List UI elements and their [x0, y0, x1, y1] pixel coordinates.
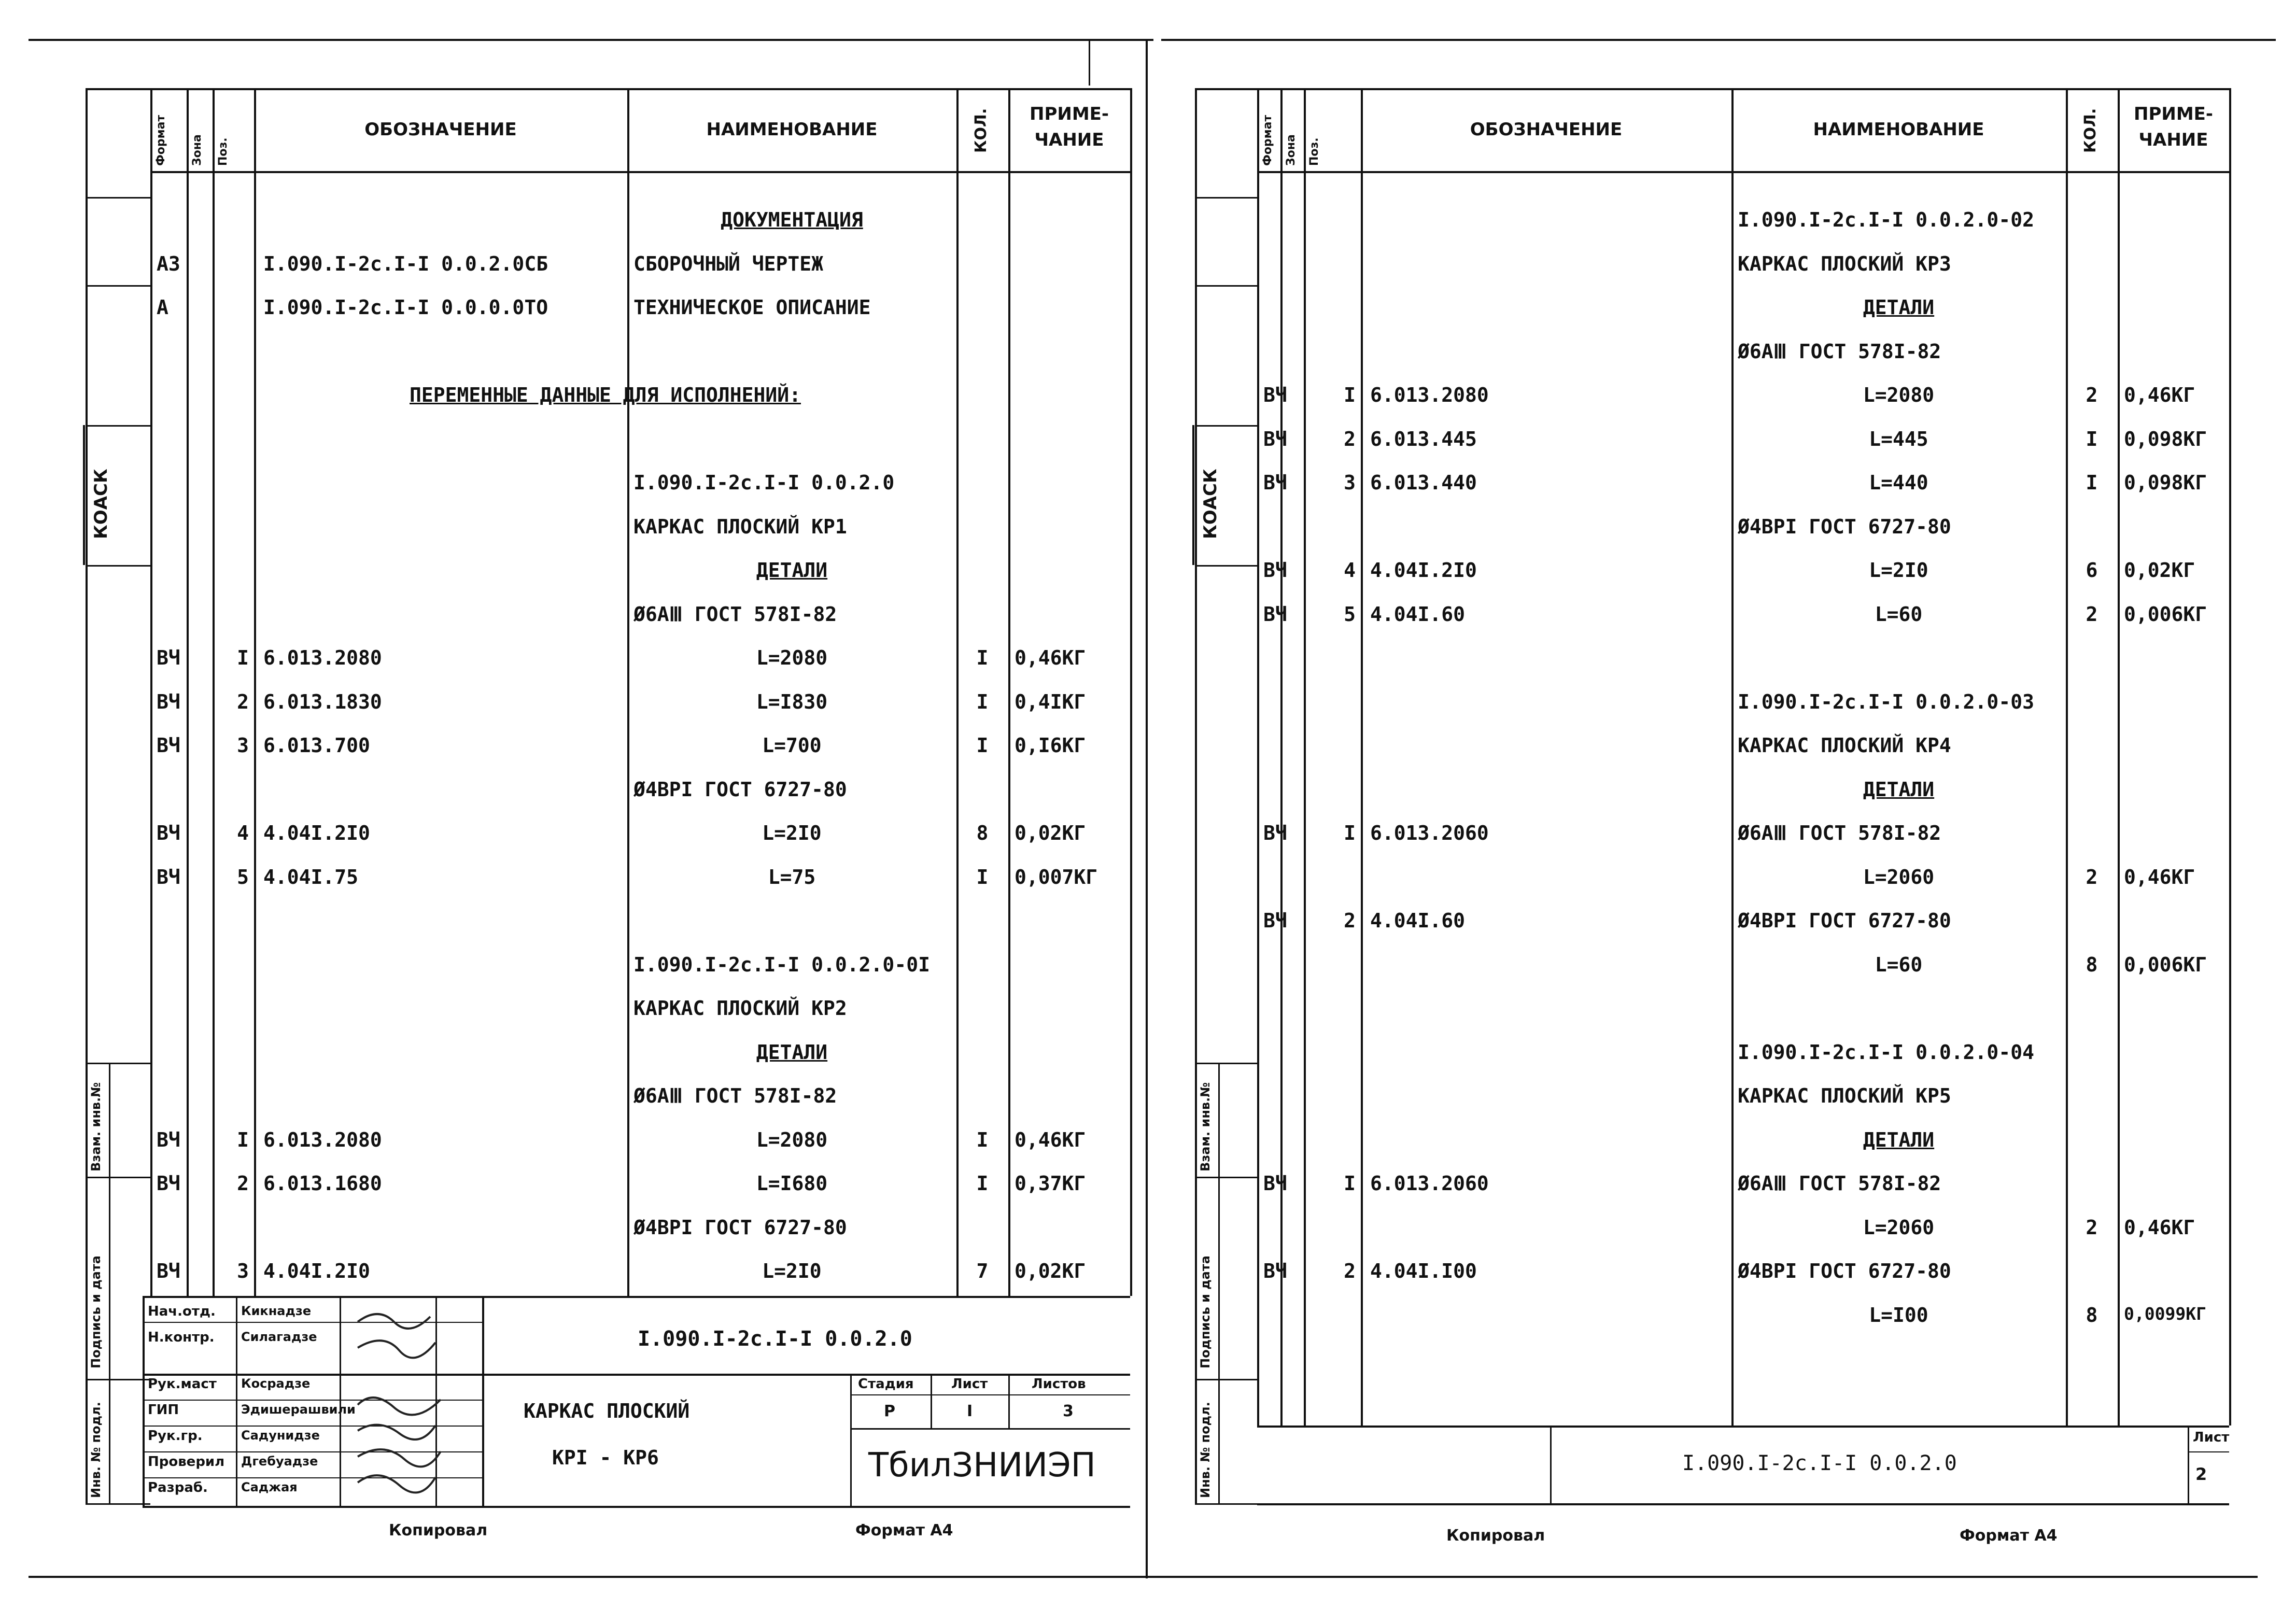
right-row-qty: 2 — [2086, 1216, 2098, 1239]
right-side-label: КОАСК — [1200, 469, 1221, 539]
left-tb-role-col-1 — [340, 1296, 341, 1506]
right-koask-box-left — [1192, 425, 1194, 565]
right-row-designation: 6.013.2060 — [1370, 822, 1489, 844]
right-row-format: ВЧ — [1263, 1172, 1287, 1195]
right-header-bottom — [1257, 171, 2229, 173]
right-tb-sep — [1550, 1426, 1552, 1503]
left-row-designation: 4.04I.2I0 — [263, 1260, 370, 1282]
left-row-pos: 4 — [237, 822, 249, 844]
right-row-pos: 4 — [1344, 559, 1356, 582]
left-strip-left — [86, 88, 88, 1503]
left-row-designation: I.090.I-2c.I-I 0.0.0.0ТО — [263, 296, 548, 319]
page-frame-top-right — [1161, 39, 2276, 41]
left-row-pos: I — [237, 1128, 249, 1151]
left-row-format: ВЧ — [157, 1172, 180, 1195]
left-row-name: ТЕХНИЧЕСКОЕ ОПИСАНИЕ — [633, 296, 871, 319]
right-row-designation: 6.013.445 — [1370, 427, 1477, 450]
left-row-pos: 2 — [237, 1172, 249, 1195]
right-row-qty: 6 — [2086, 559, 2098, 582]
right-row-format: ВЧ — [1263, 384, 1287, 406]
left-row-pos: I — [237, 646, 249, 669]
right-row-pos: 2 — [1344, 909, 1356, 932]
left-tb-signatures — [353, 1306, 472, 1508]
left-row-name: L=75 — [768, 865, 816, 888]
right-row-name: L=2I0 — [1869, 559, 1928, 582]
left-strip-sep-1 — [86, 285, 150, 287]
left-row-pos: 3 — [237, 734, 249, 757]
left-tb-top — [143, 1296, 1130, 1298]
left-side-field-sign: Подпись и дата — [89, 1255, 103, 1368]
left-strip-field-sep-3 — [86, 1503, 150, 1505]
right-strip-field-sep-1 — [1195, 1177, 1257, 1178]
right-col-line-1 — [1280, 88, 1283, 1426]
right-tb-code: I.090.I-2c.I-I 0.0.2.0 — [1682, 1451, 1957, 1475]
left-footer-copied: Копировал — [389, 1521, 488, 1540]
right-strip-sep-1 — [1195, 285, 1257, 287]
right-footer-format: Формат А4 — [1960, 1527, 2058, 1545]
left-tb-signer: Косрадзе — [241, 1376, 311, 1391]
left-row-format: ВЧ — [157, 734, 180, 757]
left-row-note: 0,I6КГ — [1015, 734, 1086, 757]
right-row-format: ВЧ — [1263, 822, 1287, 844]
page-frame-bottom — [29, 1576, 2258, 1578]
left-row-format: А — [157, 296, 168, 319]
right-row-designation: 6.013.440 — [1370, 471, 1477, 494]
right-col-line-2 — [1304, 88, 1306, 1426]
left-row-qty: I — [976, 646, 989, 669]
left-tb-signer: Саджая — [241, 1480, 298, 1494]
page-frame-top-left — [29, 39, 1153, 41]
left-tb-sheet-label: Лист — [951, 1376, 988, 1392]
right-row-name: I.090.I-2c.I-I 0.0.2.0-03 — [1738, 690, 2034, 713]
left-strip-field-sep-0 — [86, 1063, 150, 1064]
right-row-format: ВЧ — [1263, 427, 1287, 450]
frame-notch — [1089, 39, 1090, 86]
right-header-name: НАИМЕНОВАНИЕ — [1813, 119, 1984, 140]
right-header-qty: КОЛ. — [2081, 108, 2100, 153]
right-row-designation: 6.013.2060 — [1370, 1172, 1489, 1195]
left-strip-sep-3 — [86, 565, 150, 567]
right-header-pos: Поз. — [1308, 137, 1321, 166]
left-row-format: ВЧ — [157, 1260, 180, 1282]
right-row-note: 0,0099КГ — [2124, 1303, 2206, 1324]
right-row-designation: 4.04I.2I0 — [1370, 559, 1477, 582]
right-row-format: ВЧ — [1263, 909, 1287, 932]
left-tb-name-2: КРI - КР6 — [552, 1446, 659, 1469]
left-strip-sep-0 — [86, 197, 150, 199]
right-row-pos: I — [1344, 384, 1356, 406]
right-header-note-2: ЧАНИЕ — [2138, 130, 2208, 150]
left-header-note-2: ЧАНИЕ — [1034, 130, 1104, 150]
left-col-line-1 — [187, 88, 189, 1296]
right-row-pos: 2 — [1344, 427, 1356, 450]
right-side-field-inv: Инв. № подл. — [1198, 1402, 1213, 1498]
right-row-format: ВЧ — [1263, 602, 1287, 626]
left-col-line-7 — [1130, 88, 1132, 1296]
right-strip-left — [1195, 88, 1197, 1503]
left-tb-signer: Кикнадзе — [241, 1304, 312, 1318]
right-col-line-7 — [2229, 88, 2231, 1426]
right-row-note: 0,006КГ — [2124, 602, 2207, 626]
right-row-pos: I — [1344, 822, 1356, 844]
right-strip-field-sep-0 — [1195, 1063, 1257, 1064]
left-strip-field-sep-2 — [86, 1379, 150, 1380]
left-header-note-1: ПРИМЕ- — [1030, 104, 1109, 124]
right-row-note: 0,46КГ — [2124, 1216, 2195, 1239]
left-tb-signer: Эдишерашвили — [241, 1402, 356, 1417]
left-row-note: 0,007КГ — [1015, 865, 1098, 888]
left-strip-field-divider — [109, 1063, 110, 1503]
left-col-line-3 — [254, 88, 256, 1296]
left-tb-role: Проверил — [148, 1454, 225, 1470]
left-tb-sheets: 3 — [1063, 1402, 1074, 1420]
left-tb-stage-label: Стадия — [858, 1376, 914, 1392]
left-header-bottom — [150, 171, 1130, 173]
right-row-qty: I — [2086, 427, 2098, 450]
right-row-qty: 2 — [2086, 384, 2098, 406]
right-row-pos: 2 — [1344, 1260, 1356, 1282]
left-tb-stage-mid1 — [931, 1374, 932, 1428]
right-col-line-6 — [2118, 88, 2120, 1426]
left-row-qty: I — [976, 1172, 989, 1195]
left-tb-code: I.090.I-2c.I-I 0.0.2.0 — [638, 1327, 912, 1351]
right-row-name: L=2080 — [1863, 384, 1935, 406]
left-tb-org: ТбилЗНИИЭП — [868, 1446, 1096, 1485]
left-row-name: L=2080 — [756, 646, 828, 669]
left-row-name: СБОРОЧНЫЙ ЧЕРТЕЖ — [633, 252, 824, 275]
left-row-name: ДЕТАЛИ — [756, 559, 828, 582]
left-row-qty: 7 — [976, 1260, 989, 1282]
right-row-pos: 5 — [1344, 602, 1356, 626]
left-side-label: КОАСК — [91, 469, 111, 539]
right-row-name: Ø4ВРI ГОСТ 6727-80 — [1738, 515, 1951, 538]
right-row-name: ДЕТАЛИ — [1863, 296, 1935, 319]
right-row-name: L=I00 — [1869, 1303, 1928, 1326]
left-row-designation: 6.013.700 — [263, 734, 370, 757]
left-row-qty: I — [976, 690, 989, 713]
left-row-designation: 6.013.2080 — [263, 1128, 382, 1151]
right-strip-field-sep-2 — [1195, 1379, 1257, 1380]
left-header-pos: Поз. — [217, 137, 230, 166]
left-row-name: L=2080 — [756, 1128, 828, 1151]
left-row-pos: 5 — [237, 865, 249, 888]
left-row-name: L=I680 — [756, 1172, 828, 1195]
left-row-name: ДОКУМЕНТАЦИЯ — [721, 208, 863, 231]
page-center-divider — [1146, 39, 1148, 1578]
right-row-name: L=60 — [1875, 953, 1923, 976]
left-tb-role: Рук.маст — [148, 1376, 217, 1392]
left-row-format: ВЧ — [157, 690, 180, 713]
left-row-qty: 8 — [976, 822, 989, 844]
left-row-name: L=I830 — [756, 690, 828, 713]
left-row-name: I.090.I-2c.I-I 0.0.2.0-0I — [633, 953, 930, 976]
right-row-name: ДЕТАЛИ — [1863, 1128, 1935, 1151]
right-row-designation: 6.013.2080 — [1370, 384, 1489, 406]
right-tb-top — [1257, 1426, 2229, 1427]
right-row-qty: 8 — [2086, 953, 2098, 976]
left-row-name: Ø6АⅢ ГОСТ 578I-82 — [633, 602, 837, 626]
left-tb-role-col-0 — [236, 1296, 237, 1506]
left-tb-stage-mid2 — [1008, 1374, 1010, 1428]
right-row-name: КАРКАС ПЛОСКИЙ КР5 — [1738, 1084, 1951, 1107]
left-row-name: Ø6АⅢ ГОСТ 578I-82 — [633, 1084, 837, 1107]
right-row-pos: 3 — [1344, 471, 1356, 494]
left-row-format: ВЧ — [157, 822, 180, 844]
left-row-note: 0,02КГ — [1015, 822, 1086, 844]
left-header-format: Формат — [154, 115, 167, 166]
right-row-qty: I — [2086, 471, 2098, 494]
left-tb-role: Рук.гр. — [148, 1428, 203, 1444]
left-tb-stage: Р — [884, 1402, 895, 1420]
right-row-name: L=2060 — [1863, 865, 1935, 888]
left-tb-signer: Дгебуадзе — [241, 1454, 318, 1469]
left-row-format: ВЧ — [157, 865, 180, 888]
right-tb-sheet: 2 — [2195, 1464, 2207, 1484]
right-row-name: L=445 — [1869, 427, 1928, 450]
right-strip-sep-0 — [1195, 197, 1257, 199]
left-tb-role: Н.контр. — [148, 1330, 215, 1345]
left-row-note: 0,46КГ — [1015, 646, 1086, 669]
right-row-name: Ø6АⅢ ГОСТ 578I-82 — [1738, 340, 1941, 363]
right-row-qty: 8 — [2086, 1303, 2098, 1326]
right-row-name: I.090.I-2c.I-I 0.0.2.0-02 — [1738, 208, 2034, 231]
left-footer-format: Формат А4 — [855, 1521, 953, 1540]
right-strip-sep-3 — [1195, 565, 1257, 567]
right-row-format: ВЧ — [1263, 559, 1287, 582]
right-row-name: Ø4ВРI ГОСТ 6727-80 — [1738, 909, 1951, 932]
left-row-qty: I — [976, 734, 989, 757]
right-row-pos: I — [1344, 1172, 1356, 1195]
right-header-zone: Зона — [1285, 134, 1298, 166]
left-tb-signer: Садунидзе — [241, 1428, 320, 1443]
left-row-designation: 4.04I.2I0 — [263, 822, 370, 844]
left-tb-org-left — [850, 1428, 852, 1506]
right-row-name: Ø6АⅢ ГОСТ 578I-82 — [1738, 1172, 1941, 1195]
left-row-format: А3 — [157, 252, 180, 275]
left-row-qty: I — [976, 865, 989, 888]
right-row-designation: 4.04I.60 — [1370, 909, 1466, 932]
right-row-qty: 2 — [2086, 865, 2098, 888]
left-row-name: I.090.I-2c.I-I 0.0.2.0 — [633, 471, 895, 494]
left-header-designation: ОБОЗНАЧЕНИЕ — [364, 119, 517, 140]
right-row-name: L=2060 — [1863, 1216, 1935, 1239]
right-row-name: КАРКАС ПЛОСКИЙ КР4 — [1738, 734, 1951, 757]
right-row-qty: 2 — [2086, 602, 2098, 626]
left-col-line-0 — [150, 88, 152, 1296]
left-tb-sheet: I — [967, 1402, 973, 1420]
left-row-pos: 3 — [237, 1260, 249, 1282]
right-header-note-1: ПРИМЕ- — [2134, 104, 2213, 124]
right-tb-bottom — [1257, 1503, 2229, 1505]
right-row-note: 0,02КГ — [2124, 559, 2195, 582]
left-row-designation: 6.013.1830 — [263, 690, 382, 713]
left-koask-box-left — [83, 425, 85, 565]
right-tb-sheet-sep — [2188, 1426, 2189, 1503]
left-tb-role: Разраб. — [148, 1480, 208, 1495]
left-strip-top — [86, 88, 150, 90]
right-strip-field-sep-3 — [1195, 1503, 1257, 1505]
left-header-zone: Зона — [191, 134, 204, 166]
left-row-designation: 6.013.1680 — [263, 1172, 382, 1195]
left-tb-stage-left — [850, 1374, 852, 1428]
right-row-note: 0,098КГ — [2124, 427, 2207, 450]
left-strip-sep-2 — [86, 425, 150, 427]
right-row-name: Ø6АⅢ ГОСТ 578I-82 — [1738, 822, 1941, 844]
left-tb-role: ГИП — [148, 1402, 179, 1418]
right-col-line-0 — [1257, 88, 1259, 1426]
right-header-designation: ОБОЗНАЧЕНИЕ — [1470, 119, 1623, 140]
left-row-name: L=700 — [762, 734, 822, 757]
left-side-field-vzam: Взам. инв.№ — [89, 1082, 103, 1172]
right-row-name: L=440 — [1869, 471, 1928, 494]
right-row-designation: 4.04I.I00 — [1370, 1260, 1477, 1282]
left-row-name: L=2I0 — [762, 1260, 822, 1282]
right-side-field-vzam: Взам. инв.№ — [1198, 1082, 1213, 1172]
left-col-line-6 — [1008, 88, 1010, 1296]
left-row-format: ВЧ — [157, 1128, 180, 1151]
left-header-qty: КОЛ. — [972, 108, 990, 153]
right-row-designation: 4.04I.60 — [1370, 602, 1466, 626]
left-side-field-inv: Инв. № подл. — [89, 1402, 103, 1498]
left-row-name: КАРКАС ПЛОСКИЙ КР2 — [633, 997, 847, 1020]
left-strip-field-sep-1 — [86, 1177, 150, 1178]
left-row-name: ДЕТАЛИ — [756, 1040, 828, 1064]
right-row-format: ВЧ — [1263, 471, 1287, 494]
right-tb-sheet-label: Лист — [2193, 1430, 2230, 1445]
left-tb-signer: Силагадзе — [241, 1330, 317, 1344]
right-side-field-sign: Подпись и дата — [1198, 1255, 1213, 1368]
left-row-name: КАРКАС ПЛОСКИЙ КР1 — [633, 515, 847, 538]
left-row-name: Ø4ВРI ГОСТ 6727-80 — [633, 778, 847, 801]
left-row-note: 0,46КГ — [1015, 1128, 1086, 1151]
right-strip-top — [1195, 88, 1257, 90]
left-row-designation: 4.04I.75 — [263, 865, 359, 888]
left-row-name: ПЕРЕМЕННЫЕ ДАННЫЕ ДЛЯ ИСПОЛНЕНИЙ: — [410, 384, 801, 406]
left-row-name: L=2I0 — [762, 822, 822, 844]
right-tb-sheet-row — [2188, 1451, 2229, 1452]
left-row-note: 0,02КГ — [1015, 1260, 1086, 1282]
left-tb-sep-main — [482, 1296, 484, 1506]
left-row-note: 0,37КГ — [1015, 1172, 1086, 1195]
right-header-format: Формат — [1261, 115, 1274, 166]
right-strip-field-divider — [1218, 1063, 1220, 1503]
right-row-note: 0,006КГ — [2124, 953, 2207, 976]
left-tb-sheets-label: Листов — [1032, 1376, 1086, 1392]
right-row-format: ВЧ — [1263, 1260, 1287, 1282]
left-row-designation: 6.013.2080 — [263, 646, 382, 669]
left-tb-stage-bottom — [850, 1428, 1130, 1430]
left-row-qty: I — [976, 1128, 989, 1151]
left-tb-left — [143, 1296, 145, 1506]
left-tb-role: Нач.отд. — [148, 1304, 216, 1319]
left-row-name: Ø4ВРI ГОСТ 6727-80 — [633, 1216, 847, 1239]
right-row-note: 0,46КГ — [2124, 384, 2195, 406]
left-row-designation: I.090.I-2c.I-I 0.0.2.0СБ — [263, 252, 548, 275]
right-row-note: 0,098КГ — [2124, 471, 2207, 494]
right-row-name: ДЕТАЛИ — [1863, 778, 1935, 801]
left-row-pos: 2 — [237, 690, 249, 713]
right-row-note: 0,46КГ — [2124, 865, 2195, 888]
left-tb-bottom — [143, 1506, 1130, 1508]
right-row-name: L=60 — [1875, 602, 1923, 626]
left-tb-name-1: КАРКАС ПЛОСКИЙ — [524, 1400, 690, 1422]
left-row-note: 0,4IКГ — [1015, 690, 1086, 713]
right-row-name: I.090.I-2c.I-I 0.0.2.0-04 — [1738, 1040, 2034, 1064]
left-header-name: НАИМЕНОВАНИЕ — [706, 119, 878, 140]
right-col-line-3 — [1361, 88, 1363, 1426]
left-tb-stage-row — [850, 1394, 1130, 1395]
right-row-name: КАРКАС ПЛОСКИЙ КР3 — [1738, 252, 1951, 275]
left-row-format: ВЧ — [157, 646, 180, 669]
right-strip-sep-2 — [1195, 425, 1257, 427]
right-row-name: Ø4ВРI ГОСТ 6727-80 — [1738, 1260, 1951, 1282]
right-footer-copied: Копировал — [1446, 1527, 1545, 1545]
